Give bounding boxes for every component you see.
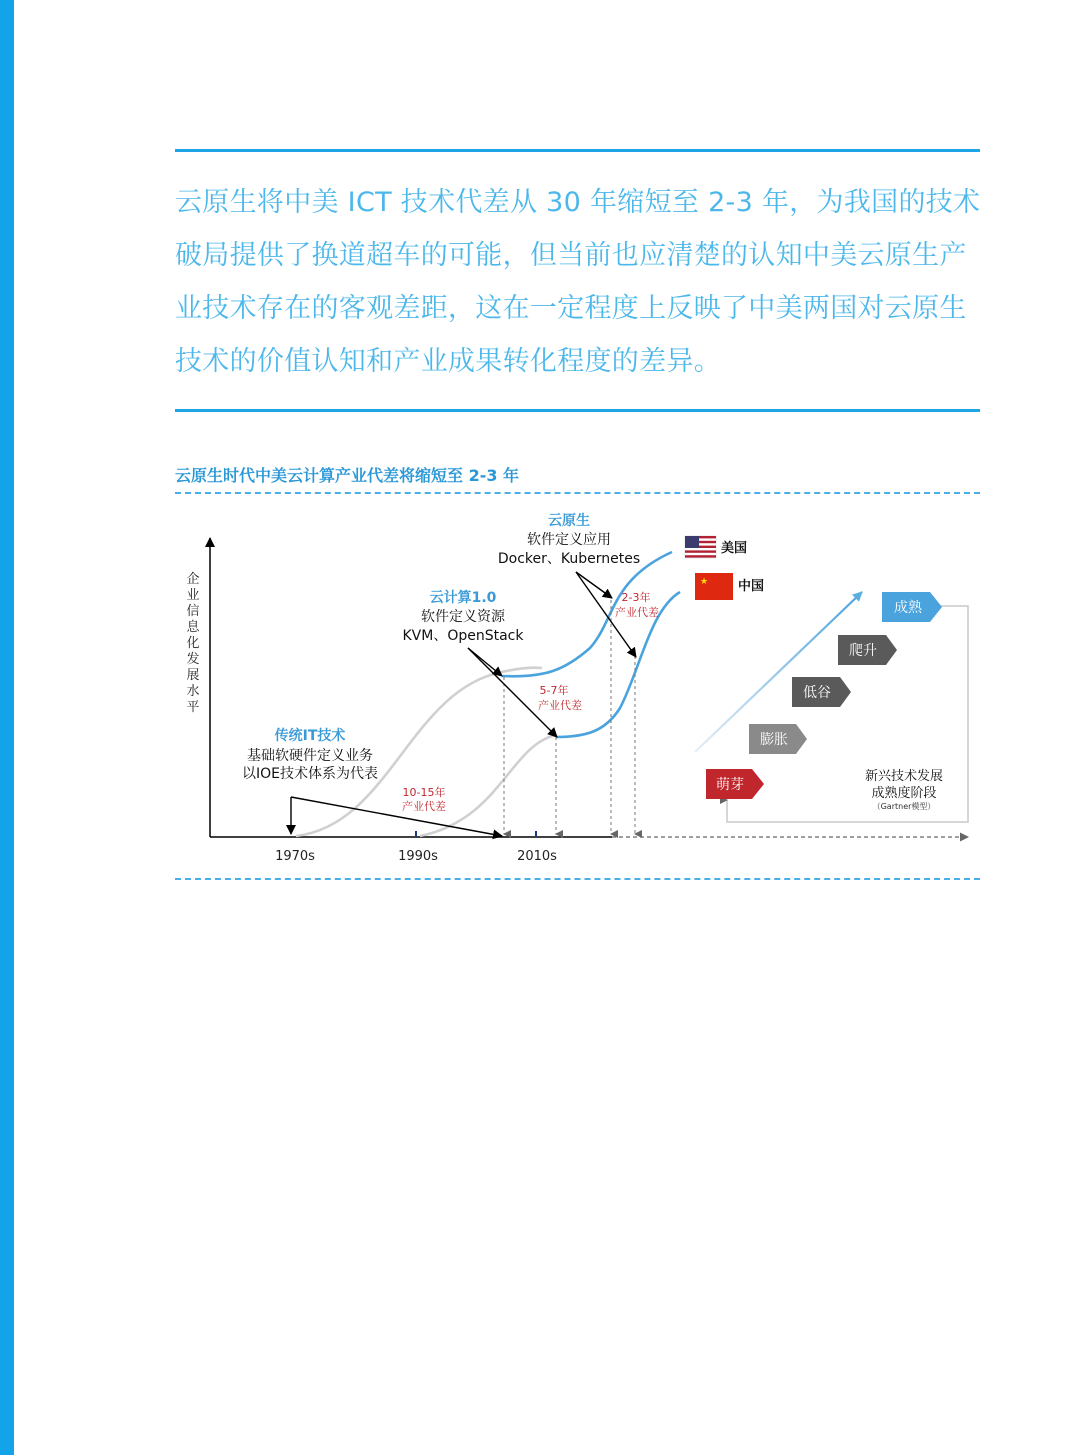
era-cloud1 (403, 589, 525, 644)
era-traditional-title: 传统IT技术 (274, 728, 346, 744)
gap-2-3 (615, 590, 659, 619)
pull-quote: 云原生将中美 ICT 技术代差从 30 年缩短至 2-3 年，为我国的技术破局提供了换道超车的可能，但当前也应清楚的认知中美云原生产业技术存在的客观差距，这在一定程度上反映了中美两国对云原生技术的价值认知和产业成果转化程度的差异。 (175, 187, 981, 377)
drop-lines (504, 600, 635, 834)
stages-caption-line1: 新兴技术发展 (864, 769, 944, 784)
gap-5-7-years: 5-7年 (539, 684, 569, 697)
stage-sprout-label: 萌芽 (716, 777, 744, 793)
figure-bottom-dashed-rule (175, 878, 980, 880)
stage-climb (838, 635, 897, 665)
era-cloud-native-title: 云原生 (548, 513, 590, 529)
era-cloud-native (498, 512, 640, 567)
gap-2-3-label: 产业代差 (615, 606, 659, 619)
stage-inflation-label: 膨胀 (760, 732, 788, 748)
cn-flag-icon (695, 573, 733, 600)
x-tick-1990s: 1990s (398, 849, 438, 864)
stage-mature (882, 592, 942, 622)
stage-sprout (706, 769, 764, 799)
x-tick-1970s: 1970s (275, 849, 315, 864)
era-cloud-native-line2: Docker、Kubernetes (497, 551, 641, 567)
stages-caption-line2: 成熟度阶段 (871, 786, 937, 801)
era-traditional-line1: 基础软硬件定义业务 (247, 748, 373, 764)
gap-10-15-label: 产业代差 (402, 800, 446, 813)
stage-climb-label: 爬升 (849, 643, 877, 659)
gap-5-7-label: 产业代差 (538, 699, 582, 712)
era-cloud1-title: 云计算1.0 (429, 590, 497, 606)
figure-top-dashed-rule (175, 492, 980, 494)
cn-label: 中国 (738, 579, 765, 594)
gap-5-7 (538, 683, 582, 712)
tech-evolution-diagram (170, 500, 980, 870)
gap-10-15-years: 10-15年 (402, 786, 446, 799)
axes (210, 538, 968, 837)
era-cloud1-line2: KVM、OpenStack (402, 628, 524, 644)
gap-2-3-years: 2-3年 (621, 591, 651, 604)
stage-trough-label: 低谷 (803, 685, 831, 701)
y-axis-label: 企业信息化发展水平 (186, 572, 200, 715)
gap-10-15 (402, 785, 446, 813)
era-cloud1-line1: 软件定义资源 (421, 609, 505, 625)
era-traditional (242, 727, 378, 782)
arrow-native-us (576, 572, 612, 598)
stage-trough (792, 677, 851, 707)
x-tick-2010s: 2010s (517, 849, 557, 864)
era-traditional-line2: 以IOE技术体系为代表 (242, 766, 378, 782)
stage-inflation (749, 724, 807, 754)
quote-bottom-rule (175, 409, 980, 412)
figure-title: 云原生时代中美云计算产业代差将缩短至 2-3 年 (175, 466, 520, 485)
quote-top-rule (175, 149, 980, 152)
era-cloud-native-line1: 软件定义应用 (527, 532, 611, 548)
stage-mature-label: 成熟 (894, 600, 922, 616)
svg-text:★: ★ (700, 577, 709, 587)
us-flag-icon (685, 536, 716, 558)
us-label: 美国 (721, 541, 748, 556)
stages-caption-note: （Gartner模型） (872, 802, 936, 811)
